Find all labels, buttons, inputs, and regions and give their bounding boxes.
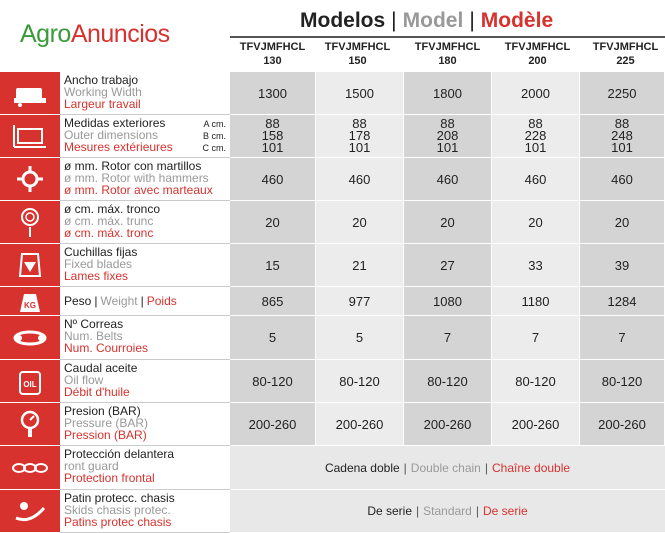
title-es: Modelos (300, 9, 386, 32)
spec-value: 1300 (230, 72, 316, 115)
spec-value: 20 (230, 201, 316, 244)
label-en: Fixed blades (64, 257, 133, 271)
label-en: Outer dimensions (64, 128, 159, 142)
spec-value: 20 (580, 201, 665, 244)
label-es: ø cm. máx. tronco (64, 202, 161, 216)
spec-value: 1800 (404, 72, 492, 115)
label-es: ø mm. Rotor con martillos (64, 159, 202, 173)
spec-value: 200-260 (492, 403, 580, 446)
header (0, 0, 665, 72)
svg-text:KG: KG (24, 301, 36, 310)
spec-value: 80-120 (492, 360, 580, 403)
spec-label (60, 158, 230, 201)
skid-icon (0, 490, 60, 533)
spec-span-value: De serie | Standard | De serie (230, 490, 665, 533)
spec-value: 200-260 (580, 403, 665, 446)
label-es: Patin protecc. chasis (64, 491, 175, 505)
label-es: Medidas exteriores (64, 116, 166, 130)
trunk-icon (0, 201, 60, 244)
logo-part-agro: Agro (20, 20, 71, 48)
spec-value: 7 (404, 316, 492, 360)
models-title (300, 9, 553, 33)
spec-label (60, 72, 230, 115)
label-es: Cuchillas fijas (64, 245, 138, 259)
model-header-4: TFVJMFHCL 200 (504, 41, 571, 67)
spec-value: 460 (230, 158, 316, 201)
spec-value: 80-120 (404, 360, 492, 403)
title-fr: Modèle (480, 9, 554, 32)
logo (20, 20, 170, 49)
label-fr: Lames fixes (64, 269, 129, 283)
label-es: Presion (BAR) (64, 404, 141, 418)
spec-span-value: Cadena doble | Double chain | Chaîne double (230, 446, 665, 490)
spec-row (0, 446, 665, 490)
spec-value: 2000 (492, 72, 580, 115)
svg-text:OIL: OIL (23, 380, 37, 389)
spec-row (0, 490, 665, 533)
label-en: ø mm. Rotor with hammers (64, 171, 209, 185)
label-fr: Largeur travail (64, 97, 141, 111)
label-en: Working Width (64, 85, 142, 99)
logo-part-anuncios: Anuncios (70, 20, 170, 48)
spec-value: 20 (316, 201, 404, 244)
spec-label (60, 201, 230, 244)
spec-value: 33 (492, 244, 580, 287)
label-fr: Num. Courroies (64, 341, 149, 355)
label-en: Skids chasis protec. (64, 503, 171, 517)
spec-value: 460 (316, 158, 404, 201)
spec-value: 80-120 (316, 360, 404, 403)
label-es: Protección delantera (64, 447, 175, 461)
oil-icon (0, 360, 60, 403)
spec-value: 80-120 (580, 360, 665, 403)
label-en: ront guard (64, 459, 119, 473)
spec-row (0, 360, 665, 403)
spec-value: 88 178 101 (316, 115, 404, 158)
belt-icon (0, 316, 60, 360)
label-en: Weight (100, 294, 138, 308)
spec-value: 80-120 (230, 360, 316, 403)
model-header-1: TFVJMFHCL 130 (239, 41, 306, 67)
spec-value: 20 (404, 201, 492, 244)
spec-label (60, 316, 230, 360)
spec-value: 460 (492, 158, 580, 201)
spec-label (60, 403, 230, 446)
spec-value: 5 (316, 316, 404, 360)
spec-label (60, 490, 230, 533)
model-header-2: TFVJMFHCL 150 (324, 41, 391, 67)
spec-label (60, 115, 230, 158)
model-header-5: TFVJMFHCL 225 (592, 41, 659, 67)
spec-value: 39 (580, 244, 665, 287)
spec-row (0, 287, 665, 316)
spec-value: 88 208 101 (404, 115, 492, 158)
label-es: Caudal aceite (64, 361, 138, 375)
chain-icon (0, 446, 60, 490)
spec-value: 200-260 (316, 403, 404, 446)
header-rule (230, 36, 665, 38)
spec-value: 977 (316, 287, 404, 316)
spec-value: 20 (492, 201, 580, 244)
spec-value: 88 158 101 (230, 115, 316, 158)
label-fr: Mesures extérieures (64, 140, 173, 154)
spec-value: 88 228 101 (492, 115, 580, 158)
label-en: Num. Belts (64, 329, 123, 343)
spec-value: 200-260 (230, 403, 316, 446)
spec-row (0, 201, 665, 244)
label-fr: Pression (BAR) (64, 428, 147, 442)
spec-value: 200-260 (404, 403, 492, 446)
spec-row (0, 316, 665, 360)
blade-icon (0, 244, 60, 287)
label-fr: ø mm. Rotor avec marteaux (64, 183, 213, 197)
spec-value: 7 (580, 316, 665, 360)
label-fr: Protection frontal (64, 471, 155, 485)
label-es: Nº Correas (64, 317, 124, 331)
label-es: Peso (64, 294, 92, 308)
spec-value: 7 (492, 316, 580, 360)
label-en: Oil flow (64, 373, 104, 387)
label-en: ø cm. máx. trunc (64, 214, 154, 228)
model-header-3: TFVJMFHCL 180 (414, 41, 481, 67)
rotor-icon (0, 158, 60, 201)
spec-value: 27 (404, 244, 492, 287)
label-fr: Patins protec chasis (64, 515, 172, 529)
spec-row (0, 158, 665, 201)
spec-value: 21 (316, 244, 404, 287)
title-en: Model (402, 9, 464, 32)
spec-value: 1080 (404, 287, 492, 316)
spec-row (0, 244, 665, 287)
label-fr: Poids (146, 294, 177, 308)
label-es: Ancho trabajo (64, 73, 139, 87)
weight-icon (0, 287, 60, 316)
spec-value: 460 (404, 158, 492, 201)
spec-value: 1284 (580, 287, 665, 316)
spec-label (60, 360, 230, 403)
spec-value: 2250 (580, 72, 665, 115)
mower-icon (0, 72, 60, 115)
spec-value: 460 (580, 158, 665, 201)
spec-value: 15 (230, 244, 316, 287)
spec-row (0, 72, 665, 115)
spec-label (60, 446, 230, 490)
spec-label (60, 244, 230, 287)
label-fr: Débit d'huile (64, 385, 130, 399)
spec-value: 88 248 101 (580, 115, 665, 158)
label-en: Pressure (BAR) (64, 416, 149, 430)
spec-row (0, 115, 665, 158)
spec-value: 1500 (316, 72, 404, 115)
title-sep-1: | (391, 9, 397, 32)
spec-value: 5 (230, 316, 316, 360)
spec-value: 1180 (492, 287, 580, 316)
label-fr: ø cm. máx. tronc (64, 226, 154, 240)
title-sep-2: | (469, 9, 475, 32)
spec-label: Peso | Weight | Poids (60, 287, 230, 316)
spec-value: 865 (230, 287, 316, 316)
dimension-letters: A cm. B cm. C cm. (202, 119, 226, 153)
dimensions-icon (0, 115, 60, 158)
pressure-icon (0, 403, 60, 446)
spec-row (0, 403, 665, 446)
